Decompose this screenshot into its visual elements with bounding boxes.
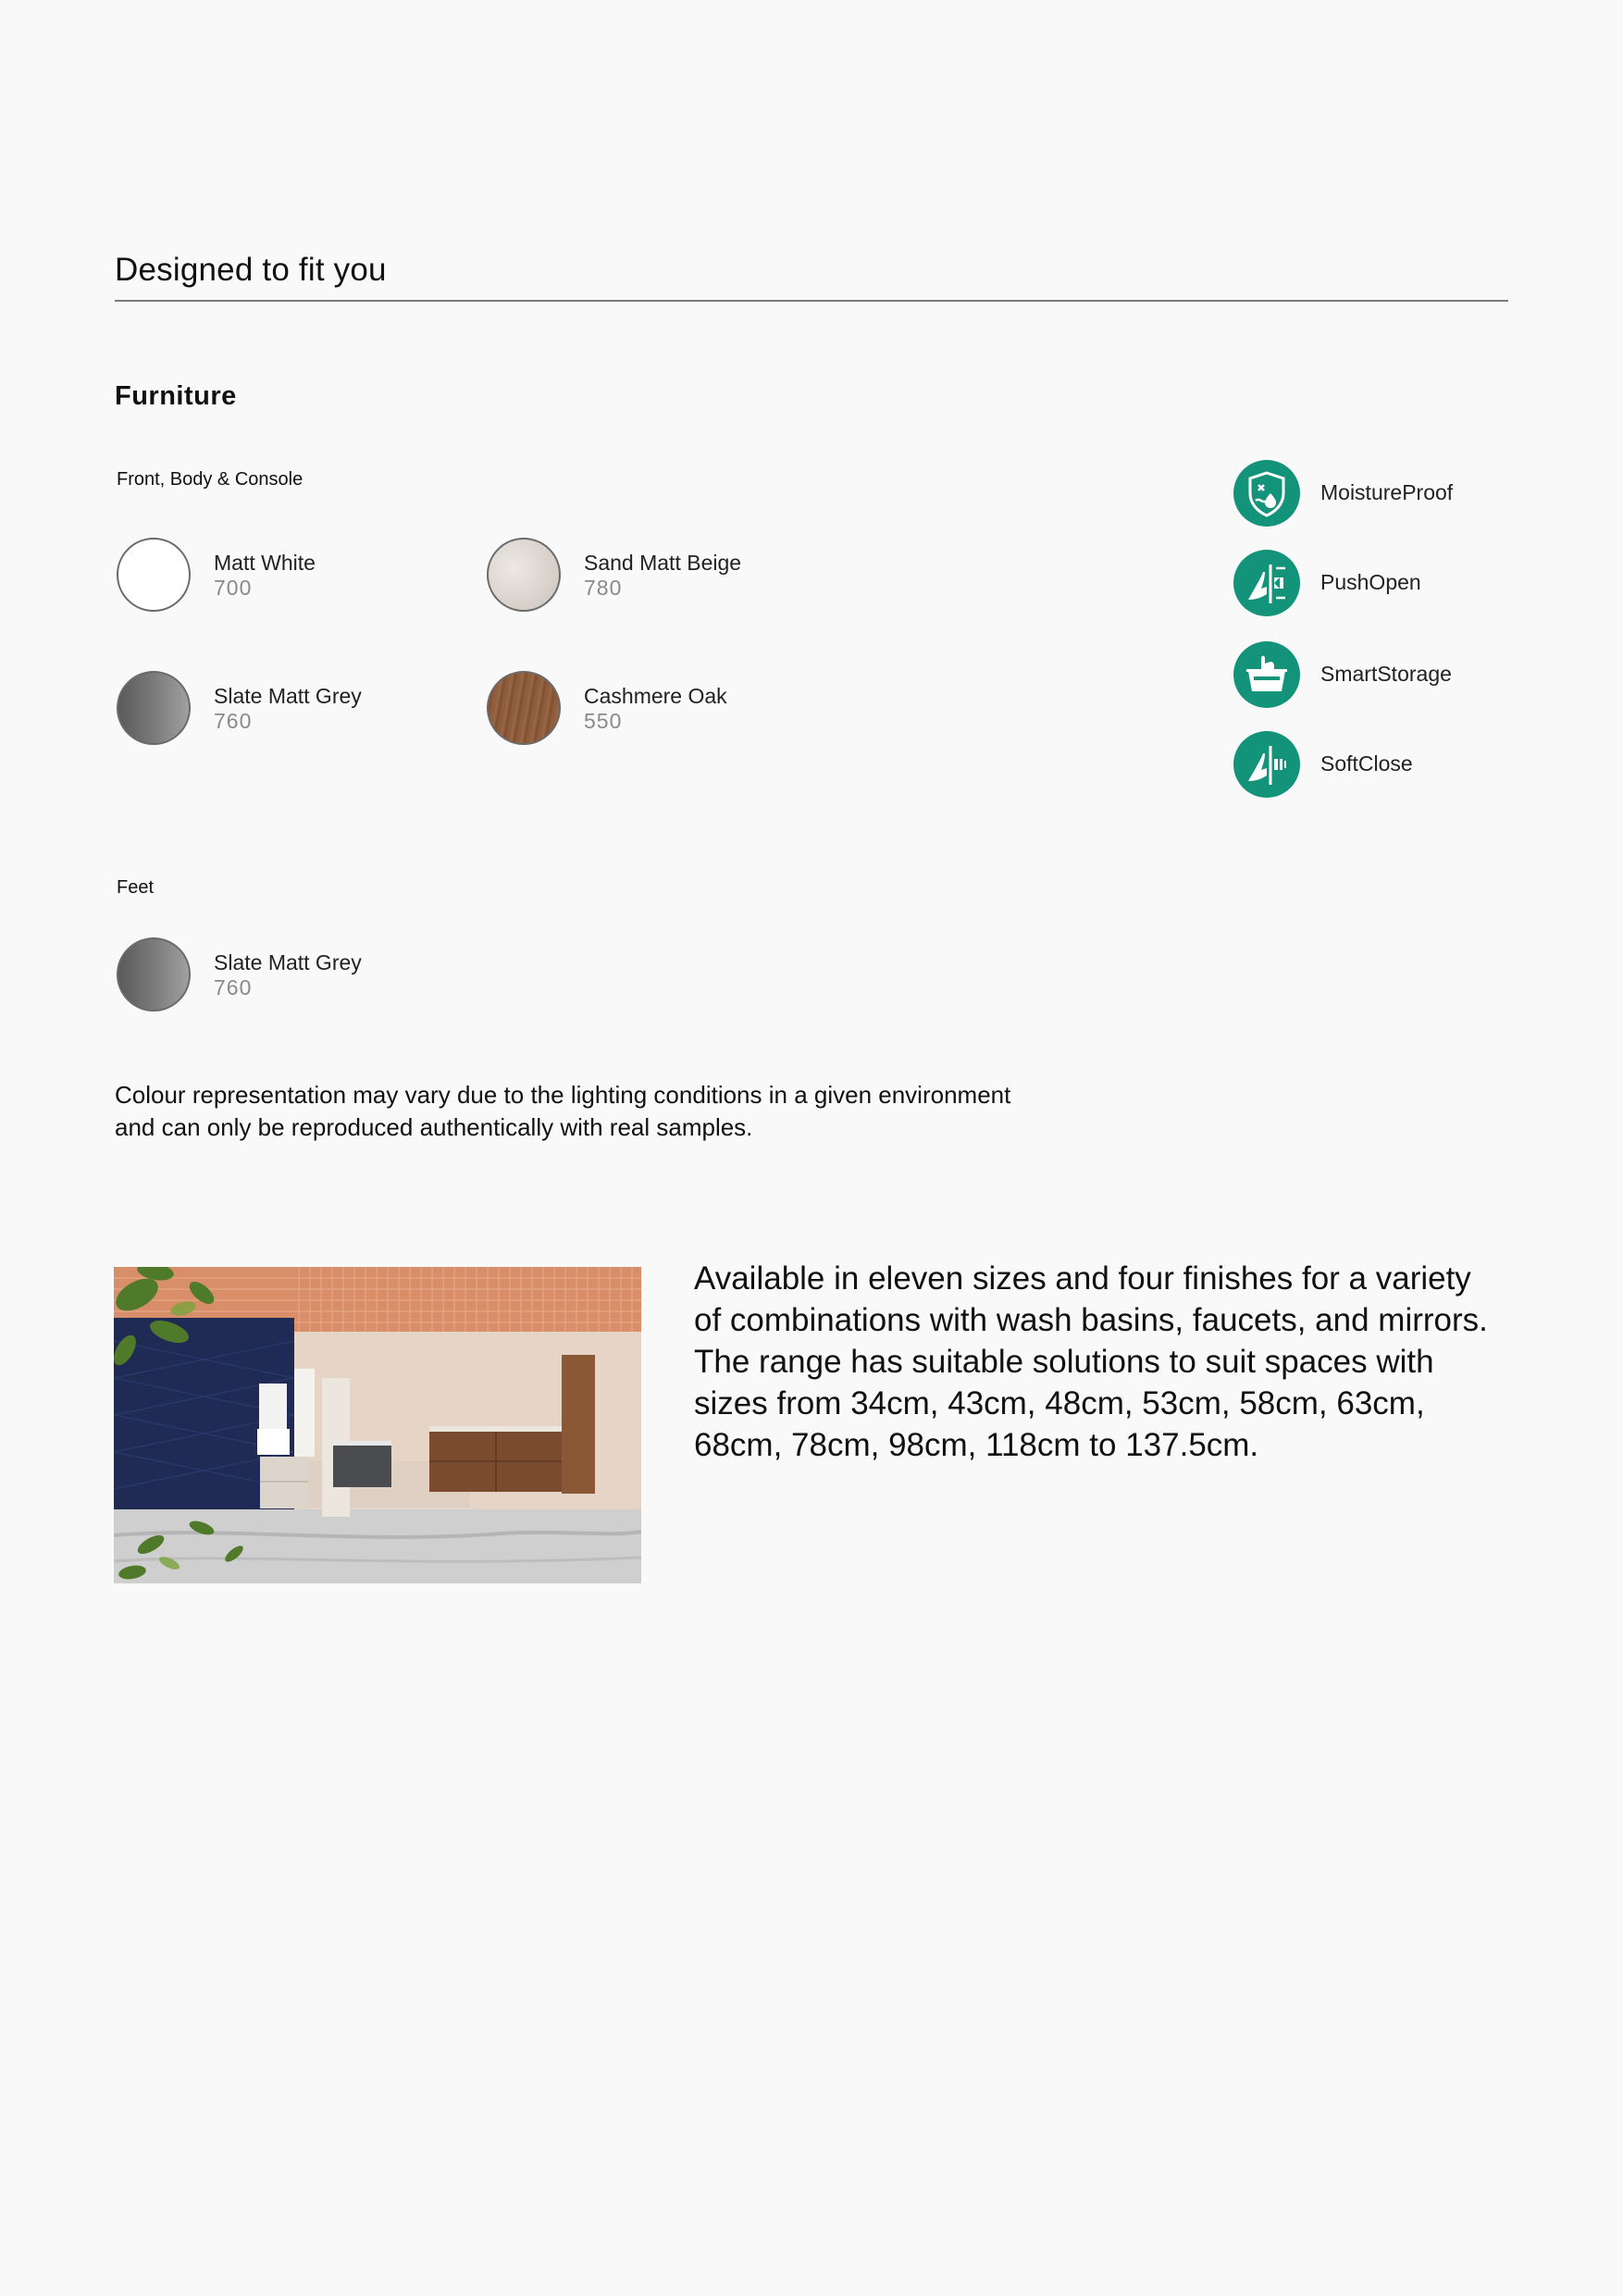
swatch-item-feet-slate-matt-grey <box>117 937 431 1015</box>
soft-close-icon <box>1233 731 1300 798</box>
smart-storage-icon <box>1233 641 1300 708</box>
feature-label: SmartStorage <box>1320 662 1452 686</box>
swatch-item-cashmere-oak <box>487 671 801 749</box>
color-swatch-cashmere-oak <box>487 671 561 745</box>
page-title: Designed to fit you <box>115 252 387 288</box>
feature-soft-close <box>1233 731 1511 798</box>
swatch-item-sand-matt-beige <box>487 538 801 615</box>
group-label-feet: Feet <box>117 877 155 898</box>
color-swatch-matt-white <box>117 538 191 612</box>
feature-label: SoftClose <box>1320 751 1413 776</box>
swatch-name: Sand Matt Beige <box>584 551 742 575</box>
group-label-front-body-console: Front, Body & Console <box>117 469 304 490</box>
feature-push-open <box>1233 550 1511 616</box>
range-description: Available in eleven sizes and four finishes for a variety of combinations with wash basins, faucets, and mirrors. The range has suitable solutions to suit spaces with sizes from 34cm, 43cm, 48cm, 53cm, 58cm, 63cm, 68cm, 78cm, 98cm, 118cm to 137.5cm. <box>694 1260 1488 1463</box>
feature-smart-storage <box>1233 641 1511 708</box>
swatch-code: 760 <box>214 975 253 999</box>
swatch-name: Matt White <box>214 551 316 575</box>
swatch-code: 760 <box>214 709 253 733</box>
disclaimer-line-1: Colour representation may vary due to the lighting conditions in a given environment <box>115 1081 1011 1109</box>
feature-label: MoistureProof <box>1320 480 1454 504</box>
swatch-code: 700 <box>214 576 253 600</box>
product-range-photo <box>114 1267 641 1583</box>
color-swatch-slate-matt-grey <box>117 937 191 1011</box>
title-divider <box>115 300 1508 302</box>
swatch-name: Slate Matt Grey <box>214 950 362 974</box>
color-swatch-sand-matt-beige <box>487 538 561 612</box>
swatch-name: Slate Matt Grey <box>214 684 362 708</box>
feature-moisture-proof <box>1233 460 1511 527</box>
colour-disclaimer <box>115 1079 1040 1144</box>
color-swatch-slate-matt-grey <box>117 671 191 745</box>
swatch-code: 780 <box>584 576 623 600</box>
push-open-icon <box>1233 550 1300 616</box>
moisture-proof-icon <box>1233 460 1300 527</box>
swatch-code: 550 <box>584 709 623 733</box>
swatch-item-matt-white <box>117 538 431 615</box>
swatch-name: Cashmere Oak <box>584 684 727 708</box>
disclaimer-line-2: and can only be reproduced authentically with real samples. <box>115 1113 753 1141</box>
swatch-item-slate-matt-grey <box>117 671 431 749</box>
section-title-furniture: Furniture <box>115 381 237 411</box>
feature-label: PushOpen <box>1320 570 1421 594</box>
